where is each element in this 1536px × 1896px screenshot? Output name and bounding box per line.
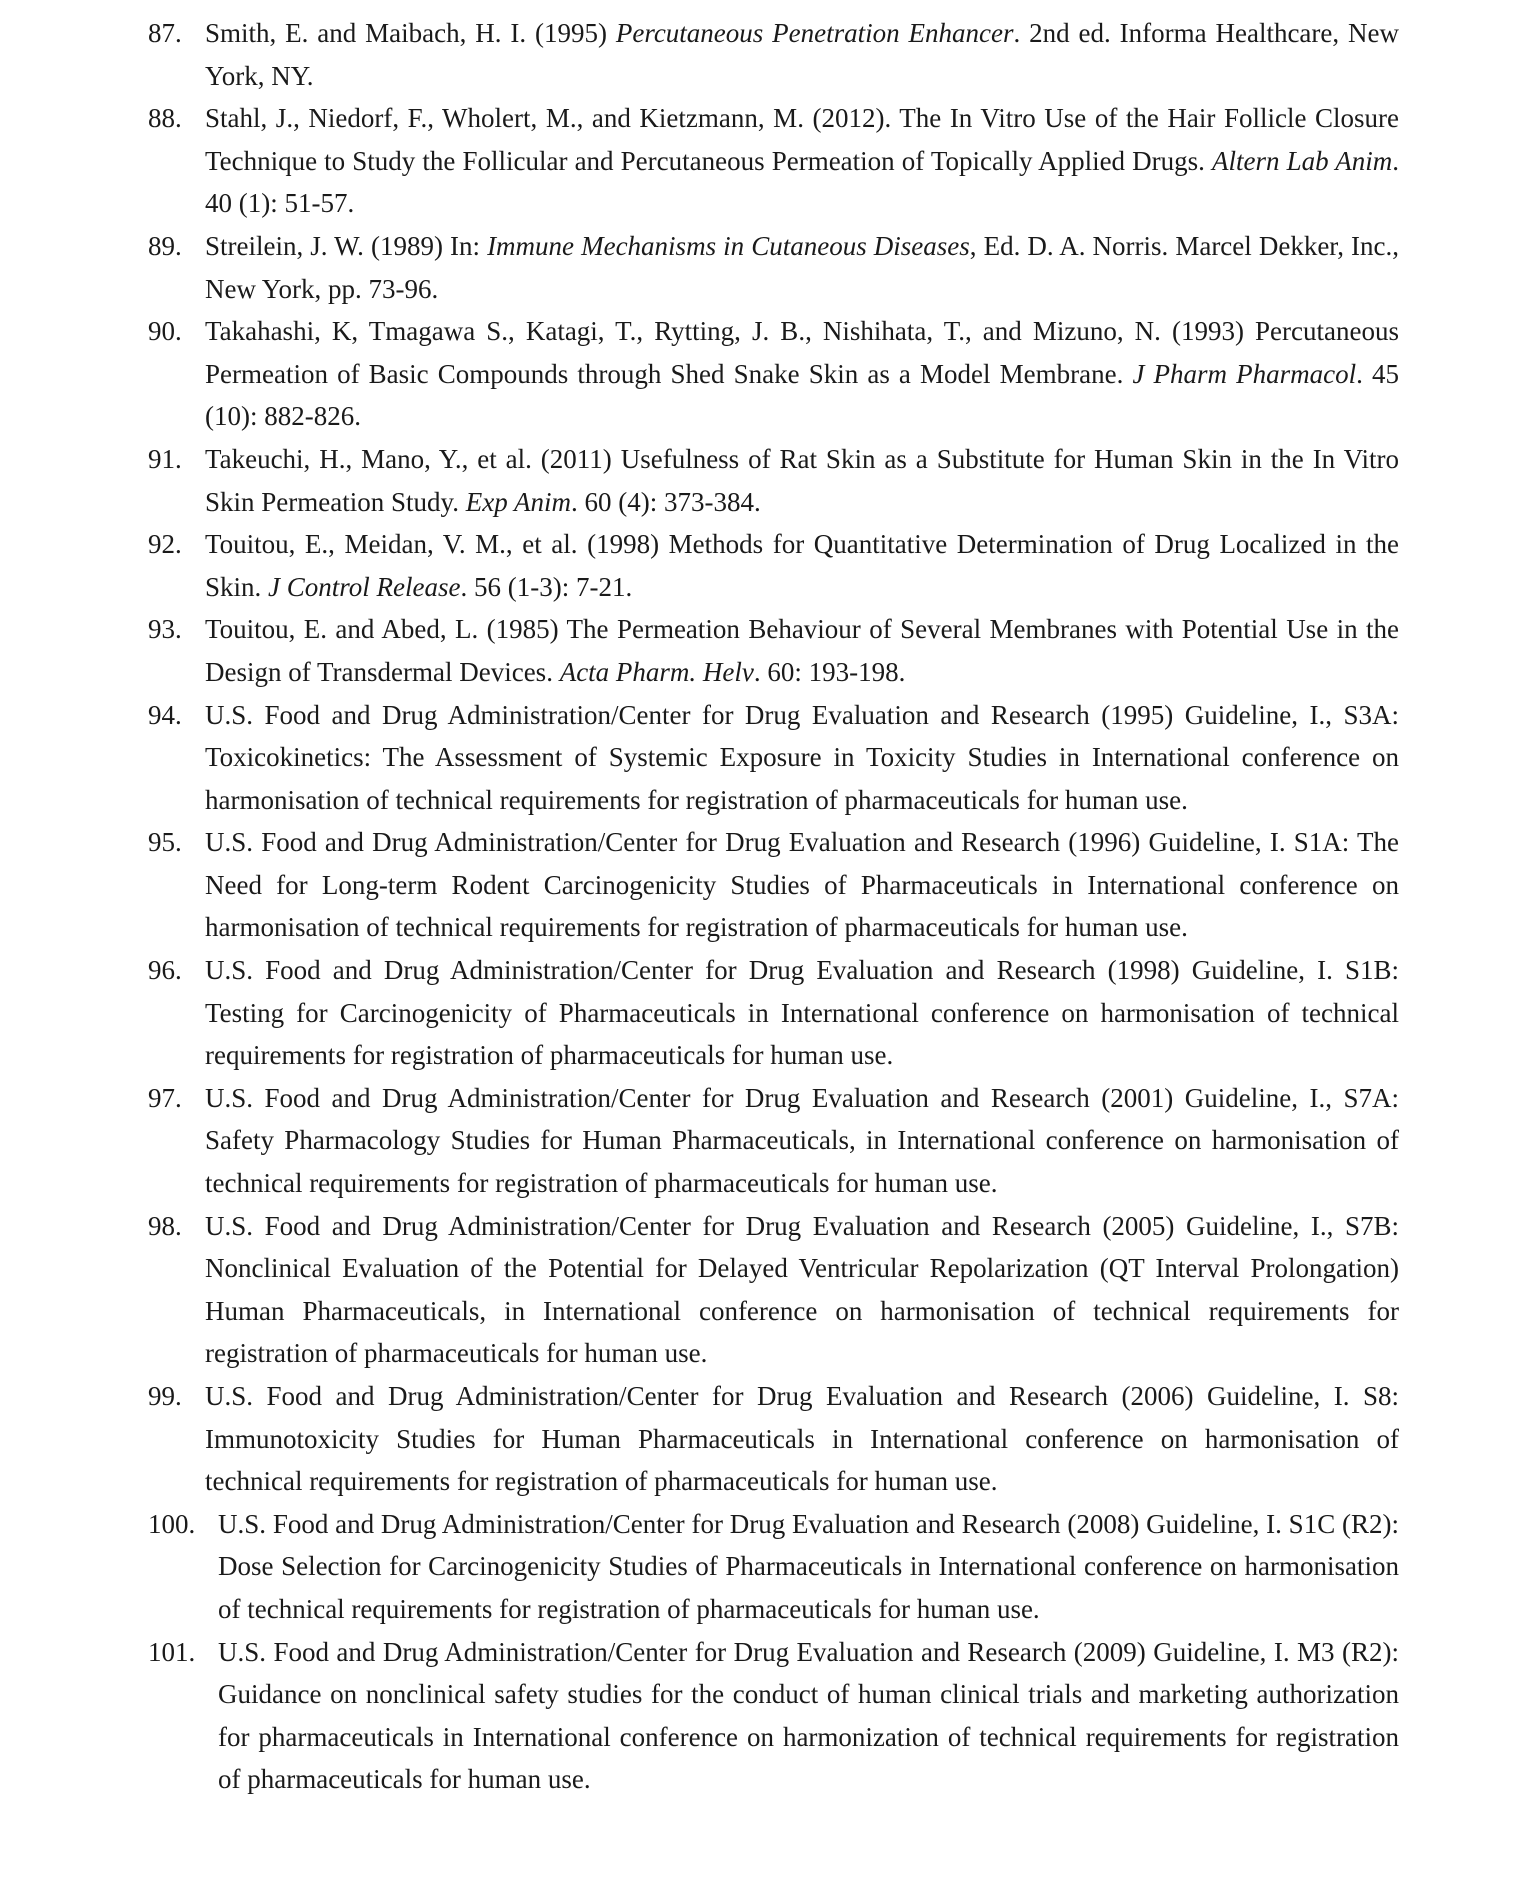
- reference-number: 92.: [148, 529, 182, 560]
- reference-item: [0, 523, 1536, 608]
- reference-journal-italic: J Control Release: [268, 571, 461, 602]
- reference-item: [0, 1631, 1536, 1801]
- reference-text: Takeuchi, H., Mano, Y., et al. (2011) Usefulness of Rat Skin as a Substitute for Human Skin in the In Vitro Skin Permeation Study.: [205, 443, 1399, 517]
- reference-number: 94.: [148, 699, 182, 730]
- reference-text: U.S. Food and Drug Administration/Center for Drug Evaluation and Research (1998) Guideline, I. S1B: Testing for Carcinogenicity of Pharmaceuticals in International conference on harmonisation of technical requirements for registration of pharmaceuticals for human use.: [205, 955, 1399, 1071]
- reference-item: [0, 1205, 1536, 1375]
- reference-text: U.S. Food and Drug Administration/Center for Drug Evaluation and Research (2009) Guideline, I. M3 (R2): Guidance on nonclinical safety studies for the conduct of human clinical trials and marketing authorization for pharmaceuticals in International conference on harmonization of technical requirements for registration of pharmaceuticals for human use.: [218, 1636, 1399, 1795]
- reference-text: Takahashi, K, Tmagawa S., Katagi, T., Rytting, J. B., Nishihata, T., and Mizuno, N. (1993) Percutaneous Permeation of Basic Compounds through Shed Snake Skin as a Model Membrane.: [205, 316, 1399, 389]
- reference-journal-italic: Acta Pharm. Helv: [559, 656, 754, 687]
- reference-text: . 60: 193-198.: [753, 656, 906, 687]
- reference-text: U.S. Food and Drug Administration/Center for Drug Evaluation and Research (1995) Guideline, I., S3A: Toxicokinetics: The Assessment of Systemic Exposure in Toxicity Studies in International conference on harmonisation of technical requirements for registration of pharmaceuticals for human use.: [205, 699, 1399, 815]
- reference-journal-italic: Exp Anim: [465, 486, 571, 517]
- reference-number: 98.: [148, 1210, 182, 1241]
- reference-item: [0, 310, 1536, 438]
- reference-item: [0, 821, 1536, 949]
- reference-list: [0, 12, 1536, 1801]
- reference-number: 90.: [148, 316, 182, 347]
- reference-text: . 56 (1-3): 7-21.: [460, 571, 633, 602]
- reference-text: Stahl, J., Niedorf, F., Wholert, M., and Kietzmann, M. (2012). The In Vitro Use of the Hair Follicle Closure Technique to Study the Follicular and Percutaneous Permeation of Topically Applied Drugs.: [205, 103, 1399, 176]
- reference-item: [0, 949, 1536, 1077]
- reference-text: , Ed. D. A. Norris. Marcel Dekker, Inc., New York, pp. 73-96.: [205, 230, 1400, 304]
- reference-text: U.S. Food and Drug Administration/Center for Drug Evaluation and Research (1996) Guideline, I. S1A: The Need for Long-term Rodent Carcinogenicity Studies of Pharmaceuticals in International conference on harmonisation of technical requirements for registration of pharmaceuticals for human use.: [205, 827, 1399, 943]
- reference-item: [0, 438, 1536, 523]
- reference-text: . 60 (4): 373-384.: [570, 486, 761, 517]
- reference-number: 97.: [148, 1082, 182, 1113]
- reference-item: [0, 225, 1536, 310]
- reference-text: U.S. Food and Drug Administration/Center for Drug Evaluation and Research (2006) Guideline, I. S8: Immunotoxicity Studies for Human Pharmaceuticals in International conference on harmonisation of technical requirements for registration of pharmaceuticals for human use.: [205, 1381, 1399, 1497]
- reference-item: [0, 694, 1536, 822]
- reference-text: U.S. Food and Drug Administration/Center for Drug Evaluation and Research (2005) Guideline, I., S7B: Nonclinical Evaluation of the Potential for Delayed Ventricular Repolarization (QT Interval Prolongation) Human Pharmaceuticals, in International conference on harmonisation of technical requirements for registration of pharmaceuticals for human use.: [205, 1210, 1399, 1369]
- reference-text: Touitou, E. and Abed, L. (1985) The Permeation Behaviour of Several Membranes with Potential Use in the Design of Transdermal Devices.: [205, 614, 1399, 687]
- reference-journal-italic: J Pharm Pharmacol: [1132, 358, 1357, 389]
- reference-number: 95.: [148, 827, 182, 858]
- reference-title-italic: Percutaneous Penetration Enhancer: [615, 18, 1014, 48]
- reference-number: 91.: [148, 443, 182, 474]
- reference-number: 88.: [148, 103, 182, 134]
- reference-item: [0, 1503, 1536, 1631]
- reference-number: 93.: [148, 614, 182, 645]
- reference-item: [0, 97, 1536, 225]
- reference-text: U.S. Food and Drug Administration/Center for Drug Evaluation and Research (2001) Guideline, I., S7A: Safety Pharmacology Studies for Human Pharmaceuticals, in International conference on harmonisation of technical requirements for registration of pharmaceuticals for human use.: [205, 1082, 1399, 1199]
- reference-item: [0, 608, 1536, 693]
- reference-number: 87.: [148, 18, 182, 48]
- reference-text: . 45 (10): 882-826.: [205, 358, 1400, 432]
- reference-journal-italic: Altern Lab Anim: [1212, 145, 1393, 176]
- reference-item: [0, 12, 1536, 97]
- reference-title-italic: Immune Mechanisms in Cutaneous Diseases: [487, 230, 970, 261]
- reference-number: 96.: [148, 955, 182, 986]
- reference-text: Streilein, J. W. (1989) In:: [205, 230, 488, 261]
- reference-number: 101.: [148, 1636, 196, 1667]
- reference-number: 89.: [148, 230, 182, 261]
- reference-text: Touitou, E., Meidan, V. M., et al. (1998) Methods for Quantitative Determination of Drug Localized in the Skin.: [205, 529, 1399, 602]
- reference-item: [0, 1077, 1536, 1205]
- reference-text: U.S. Food and Drug Administration/Center for Drug Evaluation and Research (2008) Guideline, I. S1C (R2): Dose Selection for Carcinogenicity Studies of Pharmaceuticals in International conference on harmonisation of technical requirements for registration of pharmaceuticals for human use.: [218, 1508, 1399, 1624]
- reference-item: [0, 1375, 1536, 1503]
- reference-number: 99.: [148, 1381, 182, 1411]
- reference-number: 100.: [148, 1508, 196, 1539]
- reference-text: . 40 (1): 51-57.: [205, 145, 1399, 219]
- reference-text: Smith, E. and Maibach, H. I. (1995): [205, 18, 616, 48]
- reference-text: . 2nd ed. Informa Healthcare, New York, NY.: [205, 18, 1399, 91]
